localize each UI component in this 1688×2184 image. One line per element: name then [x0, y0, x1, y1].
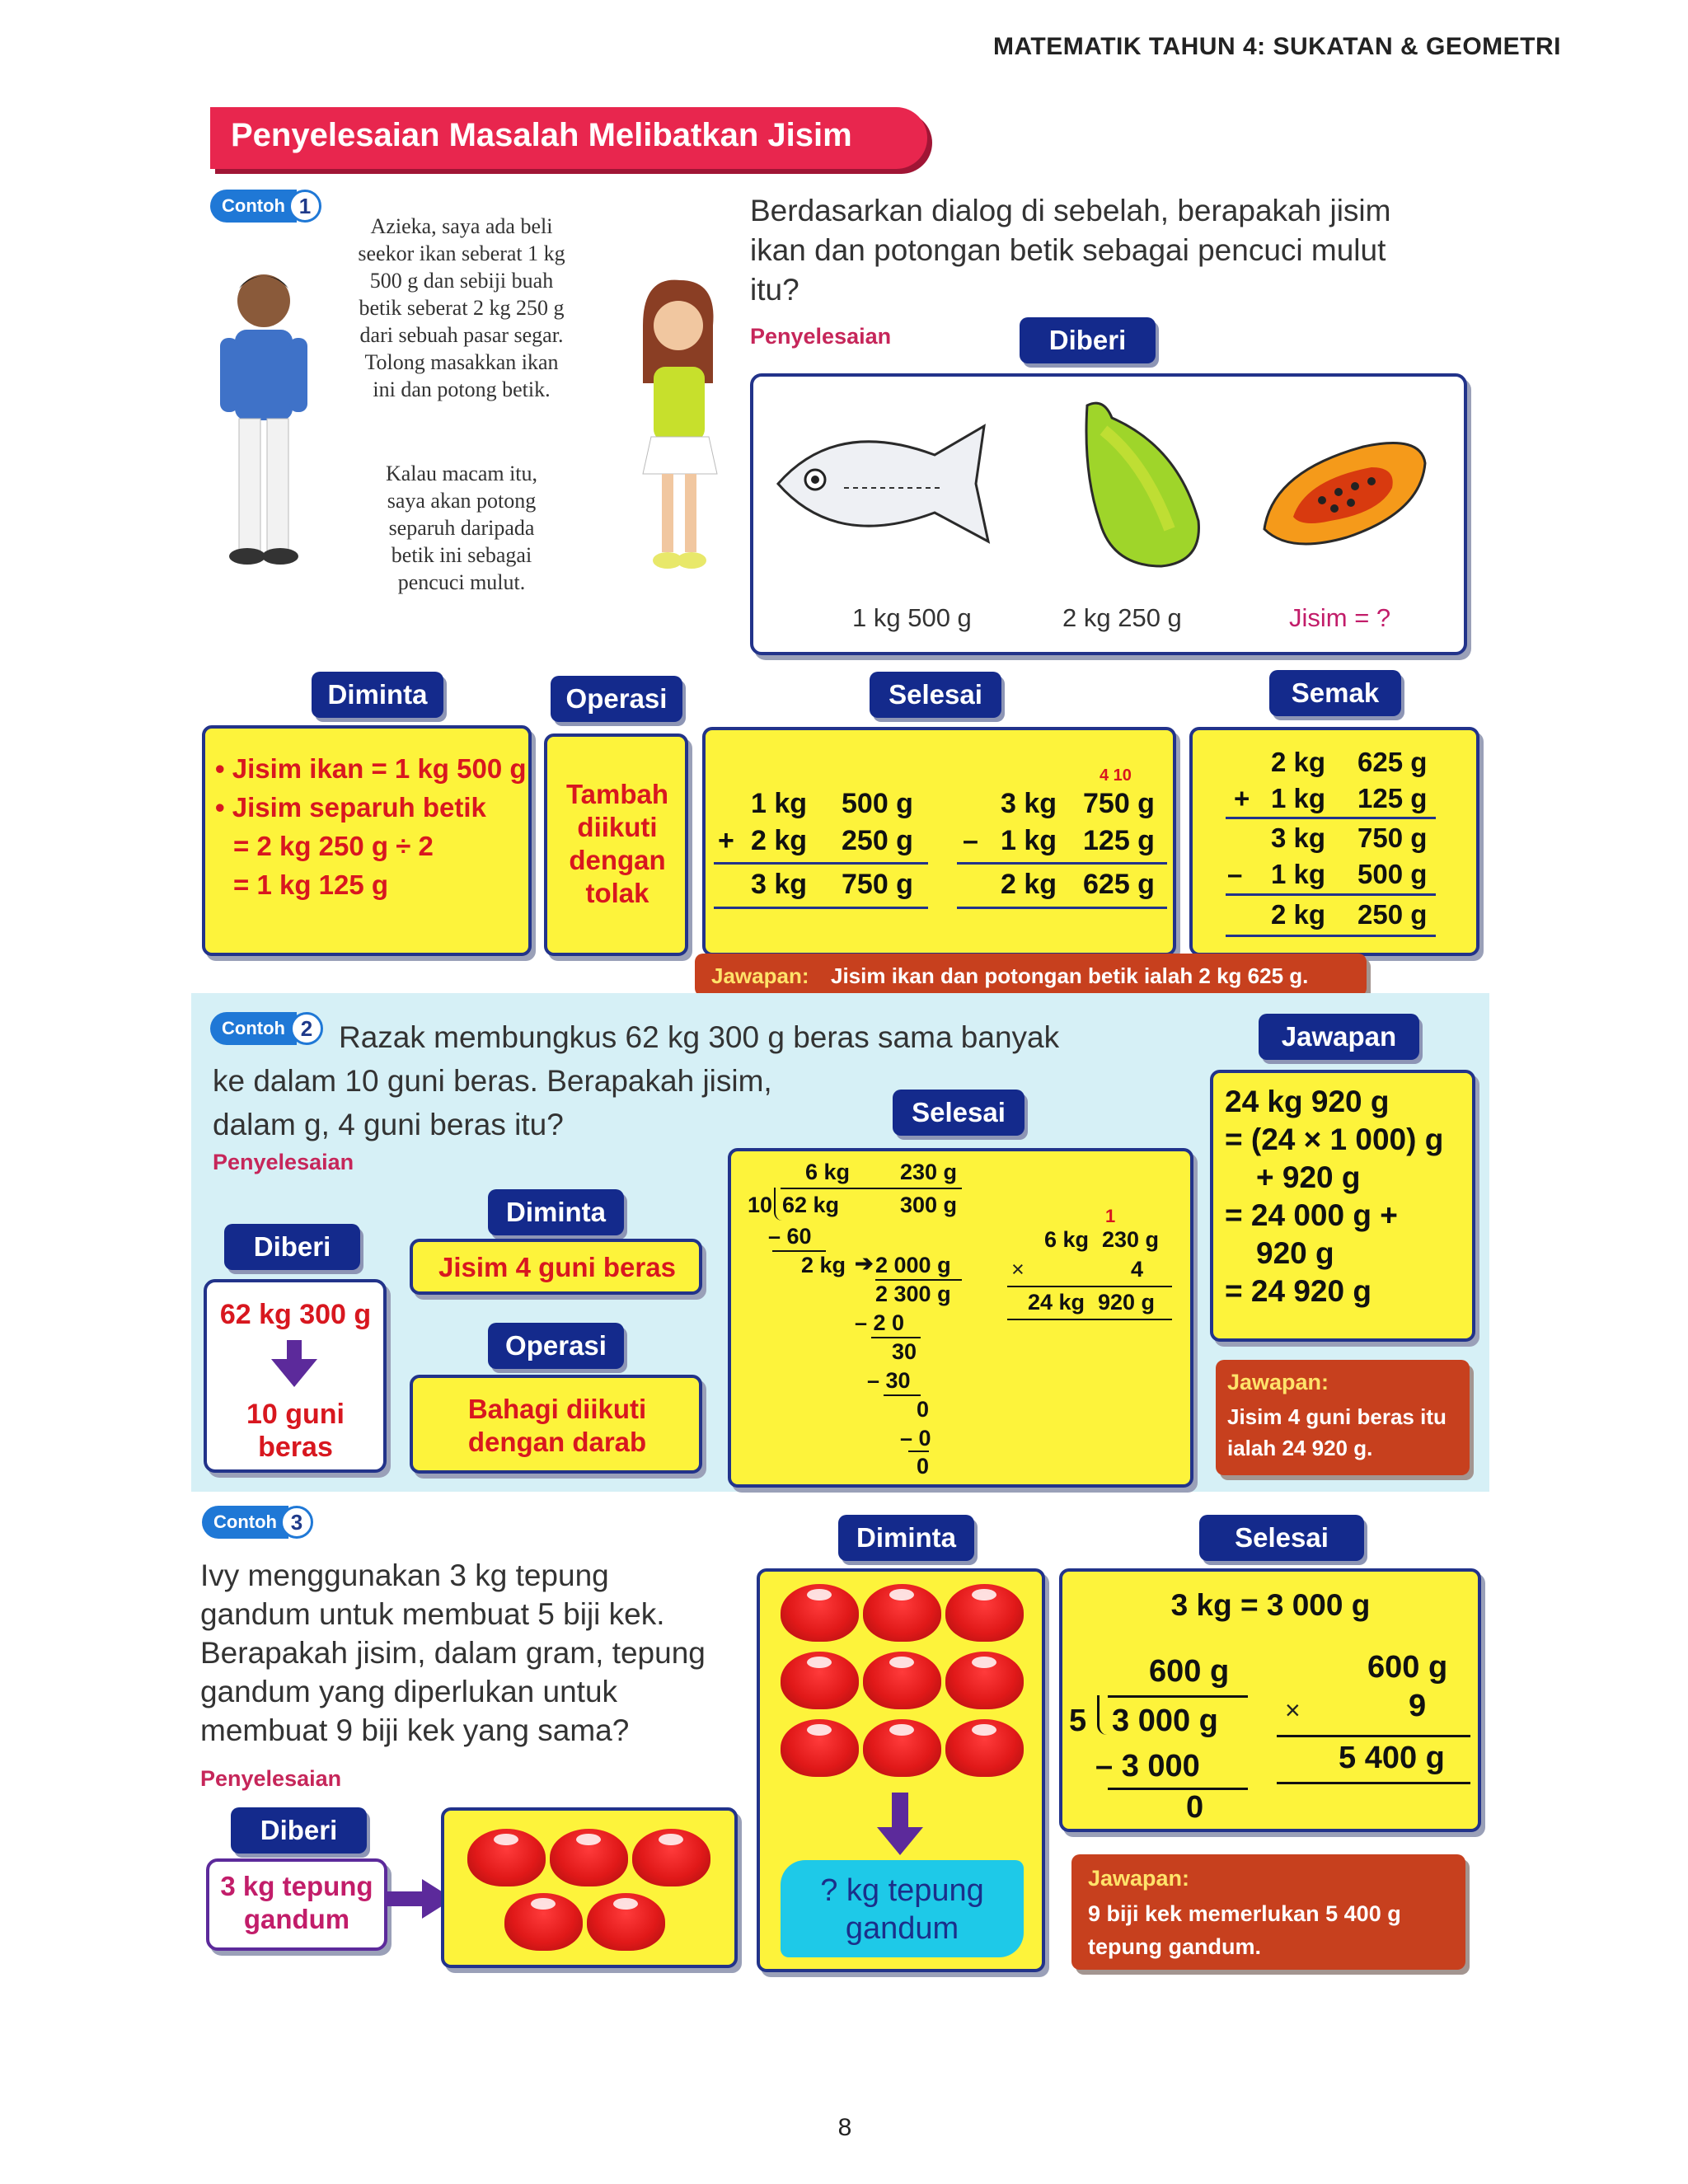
sub-r2-g: 125 g — [1083, 825, 1155, 856]
question-line: dalam g, 4 guni beras itu? — [213, 1108, 564, 1141]
div-step: 30 — [892, 1339, 917, 1364]
papaya-mass: 2 kg 250 g — [1062, 603, 1182, 632]
semak-a-g: 625 g — [1357, 747, 1428, 777]
cake-icon — [945, 1584, 1024, 1642]
div-divisor: 5 — [1069, 1704, 1087, 1738]
cake-icon — [504, 1893, 583, 1951]
diberi-tag: Diberi — [231, 1807, 367, 1854]
papaya-illustration — [1054, 397, 1219, 570]
diminta-text — [781, 1872, 1024, 1947]
question-line: ke dalam 10 guni beras. Berapakah jisim, — [213, 1064, 772, 1098]
diberi-line: gandum — [243, 1904, 350, 1934]
arrow-shaft — [387, 1891, 424, 1906]
diminta-line: gandum — [845, 1911, 959, 1946]
mul-rule — [1277, 1782, 1470, 1784]
jawapan-line: = 24 000 g + — [1225, 1198, 1398, 1232]
contoh-2-label: Contoh — [210, 1012, 297, 1045]
dialog-line: betik ini sebagai — [391, 543, 532, 567]
div-step: – 2 0 — [855, 1310, 905, 1335]
mul-operator: × — [1285, 1695, 1301, 1725]
sub-res-g: 625 g — [1083, 869, 1155, 900]
dialog-line: Tolong masakkan ikan — [364, 350, 559, 374]
div-remainder: 2 kg — [801, 1253, 846, 1277]
add-r1-kg: 1 kg — [751, 788, 808, 819]
arrow-down-icon — [877, 1827, 923, 1855]
arrow-shaft — [892, 1793, 908, 1830]
sub-r2-kg: 1 kg — [1001, 825, 1057, 856]
cake-icon — [781, 1652, 859, 1709]
question-line: Ivy menggunakan 3 kg tepung — [200, 1558, 609, 1592]
jawapan-box — [1210, 1070, 1475, 1342]
operasi-line: Tambah — [565, 779, 669, 809]
dialog-line: pencuci mulut. — [397, 570, 526, 594]
banner-title: Penyelesaian Masalah Melibatkan Jisim — [231, 117, 852, 153]
answer-line: 9 biji kek memerlukan 5 400 g — [1088, 1901, 1401, 1926]
sub-operator: – — [963, 825, 978, 856]
diberi-mass: 62 kg 300 g — [219, 1299, 372, 1330]
semak-b-g: 125 g — [1357, 783, 1428, 813]
add-res-g: 750 g — [842, 869, 913, 900]
semak-c-g: 750 g — [1357, 823, 1428, 853]
div-step: 0 — [917, 1454, 930, 1479]
dialog-boy — [334, 213, 589, 403]
question-line: membuat 9 biji kek yang sama? — [200, 1713, 630, 1747]
div-divisor: 10 — [748, 1193, 773, 1217]
div-bracket — [1097, 1695, 1108, 1735]
div-rule — [875, 1279, 962, 1281]
div-rule — [1108, 1788, 1248, 1790]
add-res-kg: 3 kg — [751, 869, 808, 900]
diberi-text — [209, 1870, 384, 1936]
papaya-slice-illustration — [1256, 430, 1433, 554]
example1-answer-box — [695, 954, 1367, 996]
sub-r1-g: 750 g — [1083, 788, 1155, 819]
cakes-5-box — [441, 1807, 738, 1968]
dialog-line: Kalau macam itu, — [385, 462, 538, 485]
cake-icon — [863, 1584, 941, 1642]
semak-e-kg: 2 kg — [1271, 899, 1326, 930]
div-quotient-g: 230 g — [900, 1160, 958, 1184]
answer-label: Jawapan: — [1088, 1866, 1190, 1891]
jawapan-line: 920 g — [1256, 1236, 1334, 1270]
add-r2-kg: 2 kg — [751, 825, 808, 856]
jawapan-line: = 24 920 g — [1225, 1274, 1372, 1308]
contoh-2-number: 2 — [290, 1012, 323, 1045]
contoh-3-label: Contoh — [202, 1506, 288, 1539]
semak-e-g: 250 g — [1357, 899, 1428, 930]
dialog-girl — [338, 460, 585, 596]
div-rule — [772, 1250, 826, 1252]
diberi-bags — [207, 1398, 384, 1464]
operasi-box — [410, 1375, 702, 1474]
contoh-1-label: Contoh — [210, 190, 297, 223]
jawapan-line: = (24 × 1 000) g — [1225, 1122, 1444, 1156]
answer-label: Jawapan: — [711, 963, 809, 988]
answer-line: ialah 24 920 g. — [1227, 1436, 1373, 1460]
question-line: gandum yang diperlukan untuk — [200, 1675, 618, 1708]
diminta-list — [215, 749, 527, 904]
sub-rule — [957, 862, 1167, 865]
example3-question — [200, 1556, 761, 1750]
div-rule — [871, 1337, 921, 1338]
diminta-line: • Jisim separuh betik — [215, 792, 486, 823]
div-remainder: 0 — [1186, 1790, 1204, 1825]
diberi-box — [750, 373, 1467, 655]
operasi-line: dengan — [569, 845, 666, 875]
semak-box — [1189, 727, 1479, 956]
diminta-text: Jisim 4 guni beras — [438, 1252, 676, 1282]
dialog-line: seekor ikan seberat 1 kg — [358, 241, 565, 265]
operasi-tag: Operasi — [488, 1323, 624, 1369]
div-quotient: 600 g — [1149, 1654, 1230, 1689]
example2-answer-box — [1216, 1360, 1470, 1475]
diberi-line: 3 kg tepung — [220, 1871, 373, 1901]
example1-question — [750, 191, 1475, 310]
operasi-box — [544, 733, 688, 956]
answer-text — [1227, 1401, 1447, 1464]
selesai-tag: Selesai — [1199, 1515, 1364, 1561]
diminta-line: = 1 kg 125 g — [233, 869, 389, 900]
dialog-line: betik seberat 2 kg 250 g — [359, 296, 565, 320]
answer-text: Jisim ikan dan potongan betik ialah 2 kg 625 g. — [831, 963, 1309, 988]
diminta-line: ? kg tepung — [820, 1873, 984, 1908]
answer-line: Jisim 4 guni beras itu — [1227, 1404, 1447, 1429]
mul-a-g: 230 g — [1102, 1227, 1160, 1252]
arrow-down-icon — [271, 1359, 317, 1387]
operasi-line: diikuti — [577, 812, 658, 842]
div-quotient-kg: 6 kg — [805, 1160, 851, 1184]
cake-icon — [587, 1893, 665, 1951]
answer-line: tepung gandum. — [1088, 1934, 1261, 1959]
operasi-text — [413, 1393, 701, 1459]
boy-illustration — [210, 264, 317, 577]
question-line: ikan dan potongan betik sebagai pencuci mulut — [750, 233, 1386, 267]
mul-carry: 1 — [1105, 1206, 1116, 1226]
contoh-1-number: 1 — [288, 190, 321, 223]
penyelesaian-label: Penyelesaian — [213, 1150, 354, 1174]
conversion-line: 3 kg = 3 000 g — [1170, 1588, 1371, 1622]
mul-b: 4 — [1131, 1257, 1144, 1282]
add-operator: + — [718, 825, 734, 856]
mul-rule — [1007, 1319, 1172, 1320]
semak-d-kg: 1 kg — [1271, 859, 1326, 889]
semak-b-kg: 1 kg — [1271, 783, 1326, 813]
cake-icon — [863, 1652, 941, 1709]
add-r1-g: 500 g — [842, 788, 913, 819]
div-dividend-kg: 62 kg — [782, 1193, 840, 1217]
diberi-line: beras — [258, 1432, 333, 1463]
answer-label: Jawapan: — [1227, 1370, 1329, 1394]
add-rule — [714, 862, 928, 865]
jawapan-line: 24 kg 920 g — [1225, 1085, 1390, 1118]
diberi-tag: Diberi — [224, 1224, 360, 1270]
mul-result: 5 400 g — [1339, 1741, 1445, 1775]
dialog-line: separuh daripada — [388, 516, 535, 540]
semak-d-g: 500 g — [1357, 859, 1428, 889]
question-line: Berdasarkan dialog di sebelah, berapakah jisim — [750, 194, 1391, 227]
diminta-tag: Diminta — [312, 672, 443, 718]
answer-text — [1088, 1897, 1401, 1963]
diminta-box — [410, 1239, 702, 1295]
jisim-question: Jisim = ? — [1289, 603, 1391, 632]
diberi-line: 10 guni — [246, 1399, 345, 1430]
cake-icon — [781, 1719, 859, 1777]
mul-a-kg: 6 kg — [1044, 1227, 1090, 1252]
arrow-shaft — [287, 1340, 302, 1361]
div-dividend: 3 000 g — [1112, 1704, 1218, 1738]
operasi-line: Bahagi diikuti — [467, 1394, 647, 1424]
cake-icon — [550, 1829, 628, 1886]
div-step: 0 — [917, 1397, 930, 1422]
cake-icon — [781, 1584, 859, 1642]
mul-rule — [1277, 1735, 1470, 1737]
question-line: Berapakah jisim, dalam gram, tepung — [200, 1636, 706, 1670]
question-line: gandum untuk membuat 5 biji kek. — [200, 1597, 665, 1631]
cake-icon — [632, 1829, 710, 1886]
mul-operator: × — [1011, 1257, 1025, 1282]
diminta-tag: Diminta — [488, 1189, 624, 1235]
fish-illustration — [770, 410, 1017, 558]
div-bar — [781, 1188, 962, 1189]
sub-res-kg: 2 kg — [1001, 869, 1057, 900]
conversion-arrow-icon: ➔ — [855, 1251, 874, 1276]
mul-res-g: 920 g — [1098, 1290, 1156, 1315]
selesai-box — [728, 1148, 1193, 1488]
diminta-cloud — [781, 1860, 1024, 1957]
operasi-line: tolak — [585, 878, 649, 908]
sub-rule-2 — [957, 907, 1167, 909]
semak-op2: – — [1227, 859, 1243, 889]
diberi-box — [206, 1858, 387, 1951]
question-line: itu? — [750, 273, 799, 307]
operasi-text — [547, 778, 687, 910]
dialog-line: 500 g dan sebiji buah — [369, 269, 554, 293]
cake-icon — [945, 1719, 1024, 1777]
mul-res-kg: 24 kg — [1028, 1290, 1085, 1315]
selesai-tag: Selesai — [870, 672, 1001, 718]
div-bar — [1108, 1695, 1248, 1698]
div-dividend-g: 300 g — [900, 1193, 958, 1217]
diminta-line: • Jisim ikan = 1 kg 500 g — [215, 753, 527, 784]
dialog-line: ini dan potong betik. — [373, 377, 551, 401]
div-step: – 60 — [768, 1224, 812, 1249]
semak-rule-1 — [1226, 817, 1436, 819]
girl-illustration — [622, 276, 729, 581]
semak-c-kg: 3 kg — [1271, 823, 1326, 853]
selesai-tag: Selesai — [893, 1090, 1025, 1136]
mul-a: 600 g — [1367, 1650, 1448, 1685]
div-sum: 2 300 g — [875, 1282, 951, 1306]
operasi-line: dengan darab — [467, 1427, 647, 1457]
add-rule-2 — [714, 907, 928, 909]
diminta-box — [202, 725, 532, 956]
penyelesaian-label: Penyelesaian — [200, 1766, 342, 1791]
jawapan-line: + 920 g — [1256, 1160, 1361, 1194]
contoh-3-number: 3 — [280, 1506, 313, 1539]
cake-icon — [467, 1829, 546, 1886]
mul-b: 9 — [1409, 1689, 1427, 1723]
question-line: Razak membungkus 62 kg 300 g beras sama banyak — [339, 1020, 1060, 1054]
jawapan-steps — [1225, 1083, 1443, 1310]
semak-op1: + — [1234, 783, 1250, 813]
sub-r1-kg: 3 kg — [1001, 788, 1057, 819]
dialog-line: dari sebuah pasar segar. — [359, 323, 564, 347]
page-header-title: MATEMATIK TAHUN 4: SUKATAN & GEOMETRI — [993, 33, 1562, 60]
selesai-box — [1059, 1568, 1481, 1832]
diminta-tag: Diminta — [838, 1515, 974, 1561]
dialog-line: saya akan potong — [387, 489, 537, 513]
div-rule — [908, 1451, 929, 1452]
add-r2-g: 250 g — [842, 825, 913, 856]
semak-rule-3 — [1226, 935, 1436, 937]
diberi-tag: Diberi — [1020, 317, 1156, 363]
cake-icon — [945, 1652, 1024, 1709]
div-rule — [884, 1394, 921, 1396]
cake-icon — [863, 1719, 941, 1777]
semak-rule-2 — [1226, 893, 1436, 896]
diminta-box — [757, 1568, 1045, 1972]
div-subtract: – 3 000 — [1095, 1749, 1200, 1783]
semak-tag: Semak — [1269, 670, 1401, 716]
dialog-line: Azieka, saya ada beli — [370, 214, 553, 238]
diminta-line: = 2 kg 250 g ÷ 2 — [233, 831, 434, 861]
fish-mass: 1 kg 500 g — [852, 603, 972, 632]
div-step: – 30 — [867, 1368, 911, 1393]
jawapan-tag: Jawapan — [1259, 1014, 1419, 1060]
page-number: 8 — [837, 2114, 852, 2141]
semak-a-kg: 2 kg — [1271, 747, 1326, 777]
mul-rule — [1007, 1286, 1172, 1287]
selesai-box — [702, 727, 1176, 956]
div-converted: 2 000 g — [875, 1253, 951, 1277]
div-step: – 0 — [900, 1426, 931, 1451]
operasi-tag: Operasi — [551, 676, 682, 722]
diberi-box — [204, 1279, 387, 1473]
penyelesaian-label: Penyelesaian — [750, 324, 892, 349]
example3-answer-box — [1071, 1854, 1465, 1970]
section-banner — [210, 107, 927, 169]
sub-borrow: 4 10 — [1100, 766, 1132, 785]
